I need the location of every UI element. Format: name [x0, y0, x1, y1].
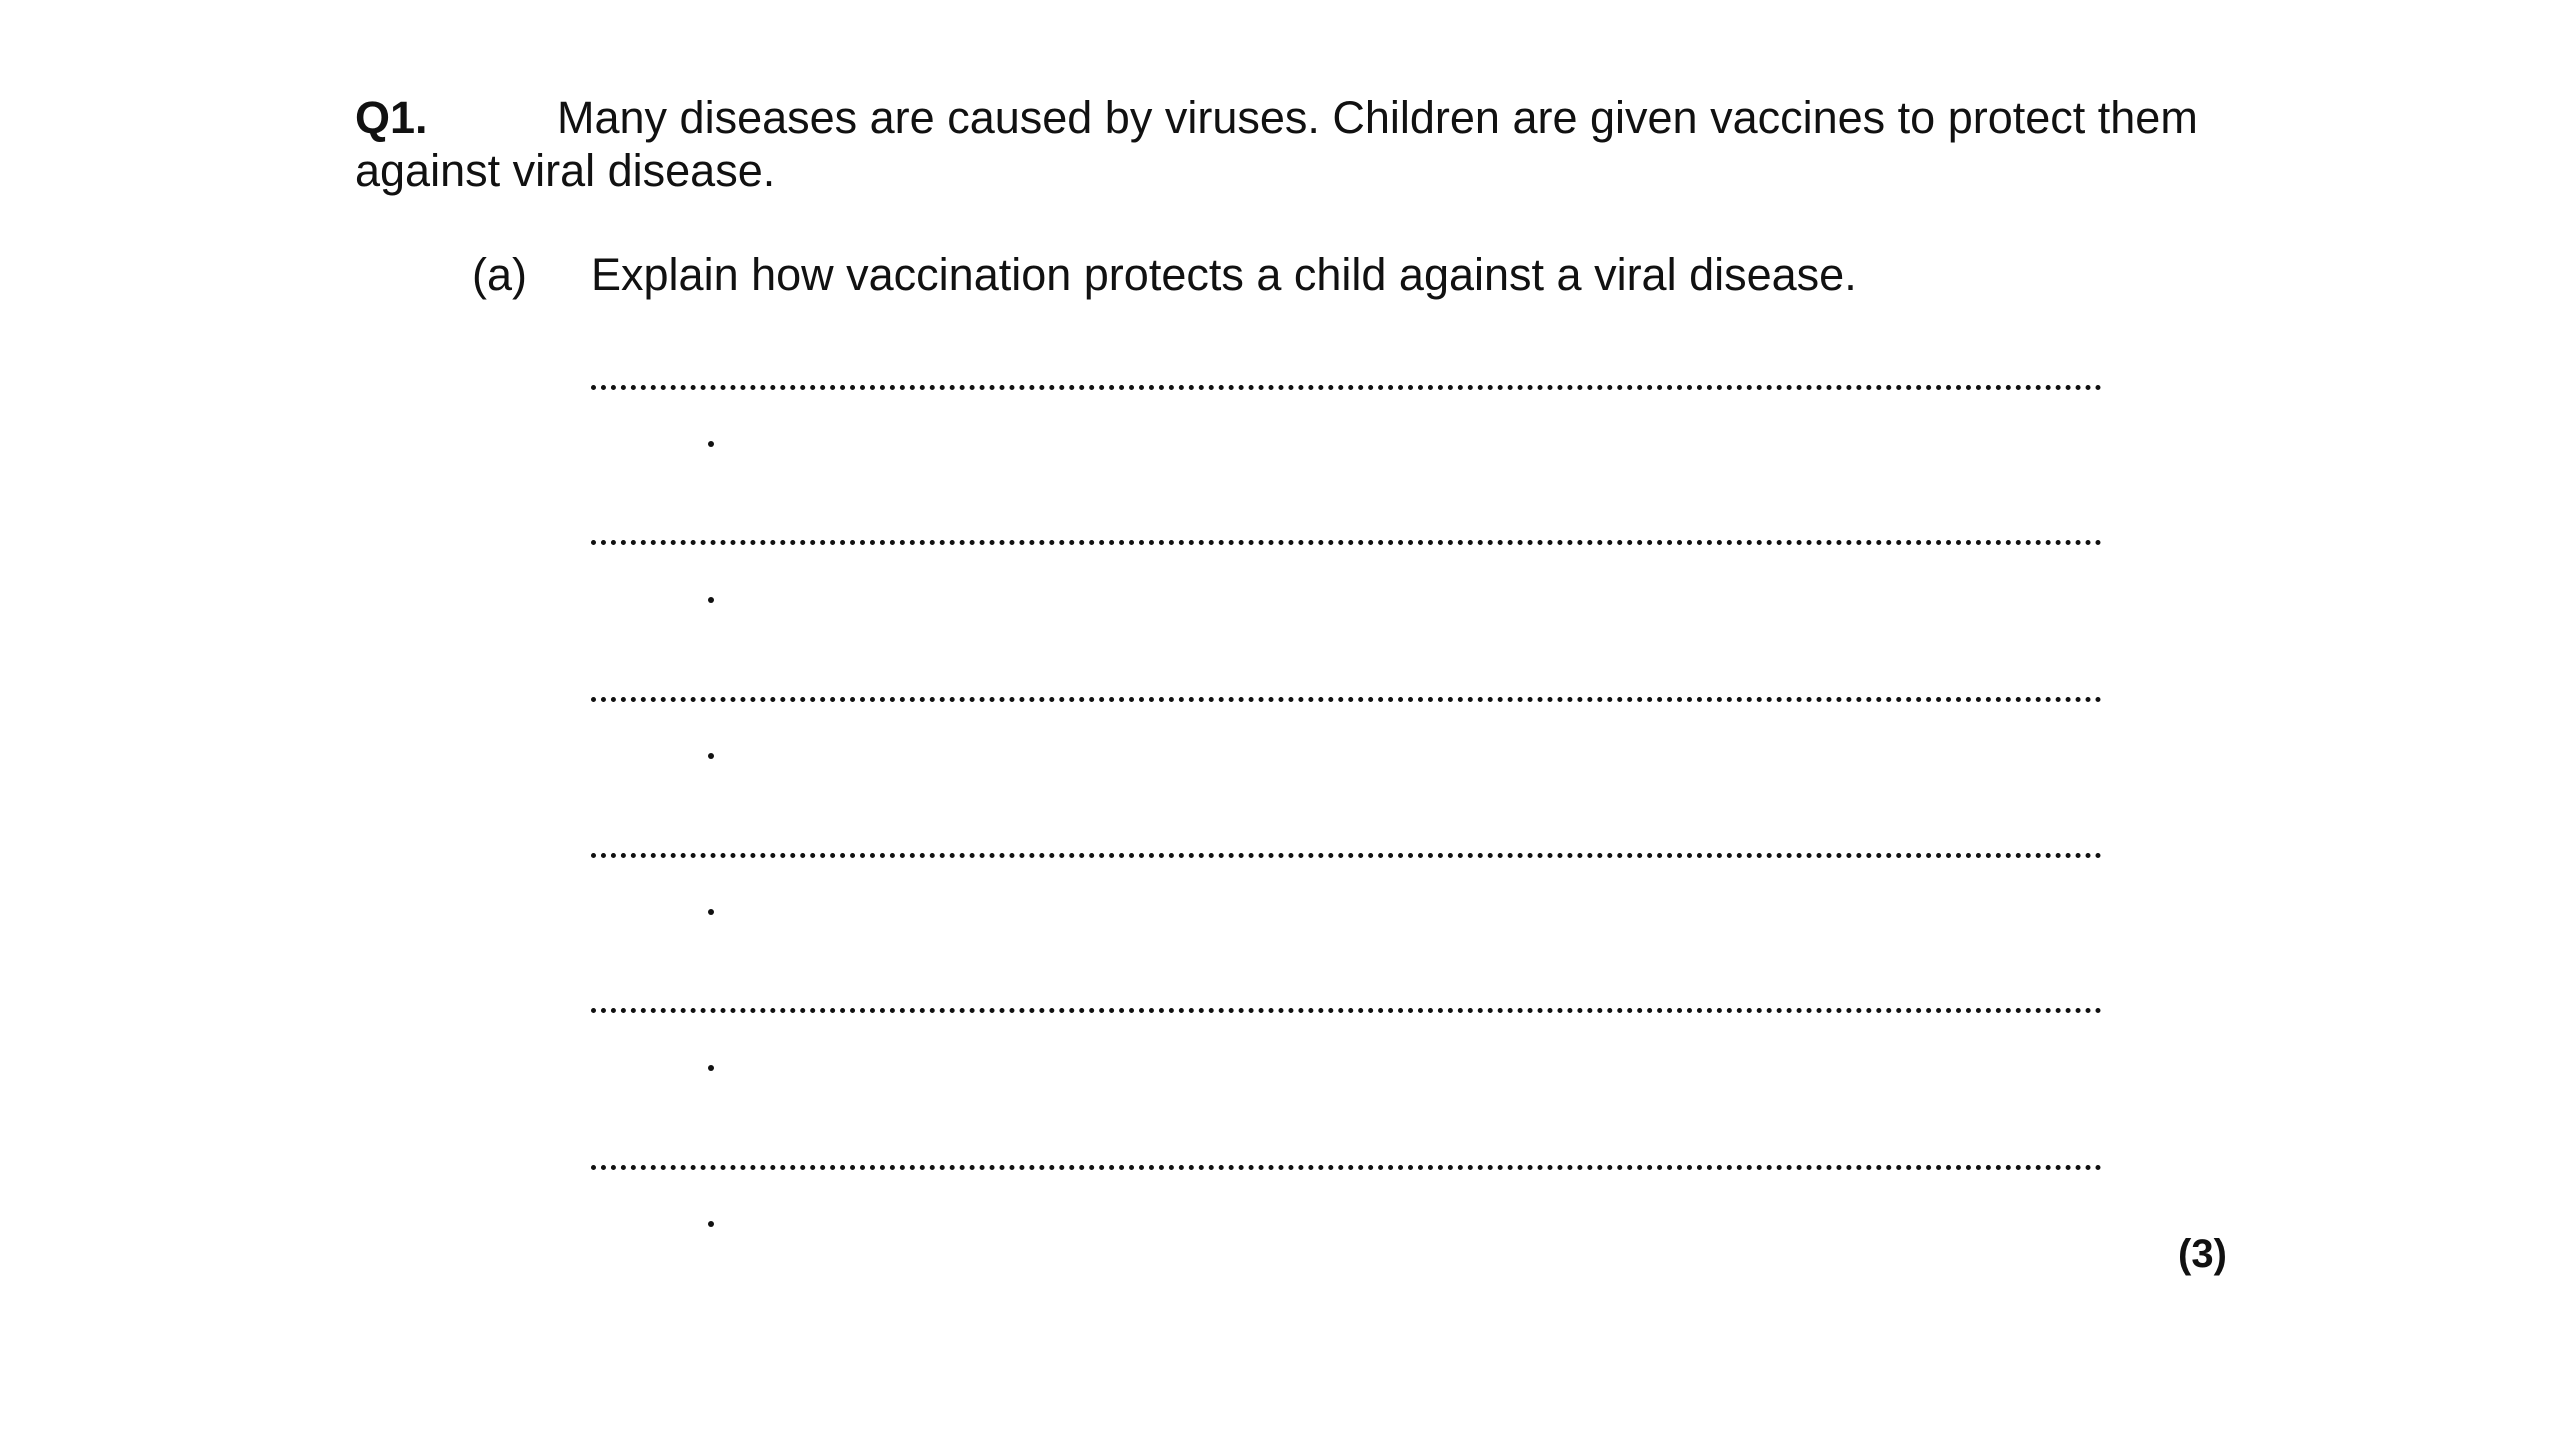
question-number: Q1.	[355, 92, 428, 143]
answer-line-dot	[708, 441, 714, 447]
answer-line-dot	[708, 1221, 714, 1227]
answer-line-dot	[708, 597, 714, 603]
answer-line[interactable]	[591, 697, 2102, 702]
answer-line-dot	[708, 753, 714, 759]
answer-line-dot	[708, 909, 714, 915]
part-prompt: Explain how vaccination protects a child against a viral disease.	[591, 249, 1857, 300]
answer-line[interactable]	[591, 1165, 2102, 1170]
marks-allocation: (3)	[2178, 1232, 2227, 1276]
part-label: (a)	[472, 249, 527, 300]
answer-line[interactable]	[591, 385, 2102, 390]
question-stem-line-1: Many diseases are caused by viruses. Children are given vaccines to protect them	[557, 92, 2198, 143]
answer-line[interactable]	[591, 853, 2102, 858]
answer-line[interactable]	[591, 1008, 2102, 1013]
answer-line[interactable]	[591, 540, 2102, 545]
question-stem-line-2: against viral disease.	[355, 145, 776, 196]
answer-line-dot	[708, 1065, 714, 1071]
